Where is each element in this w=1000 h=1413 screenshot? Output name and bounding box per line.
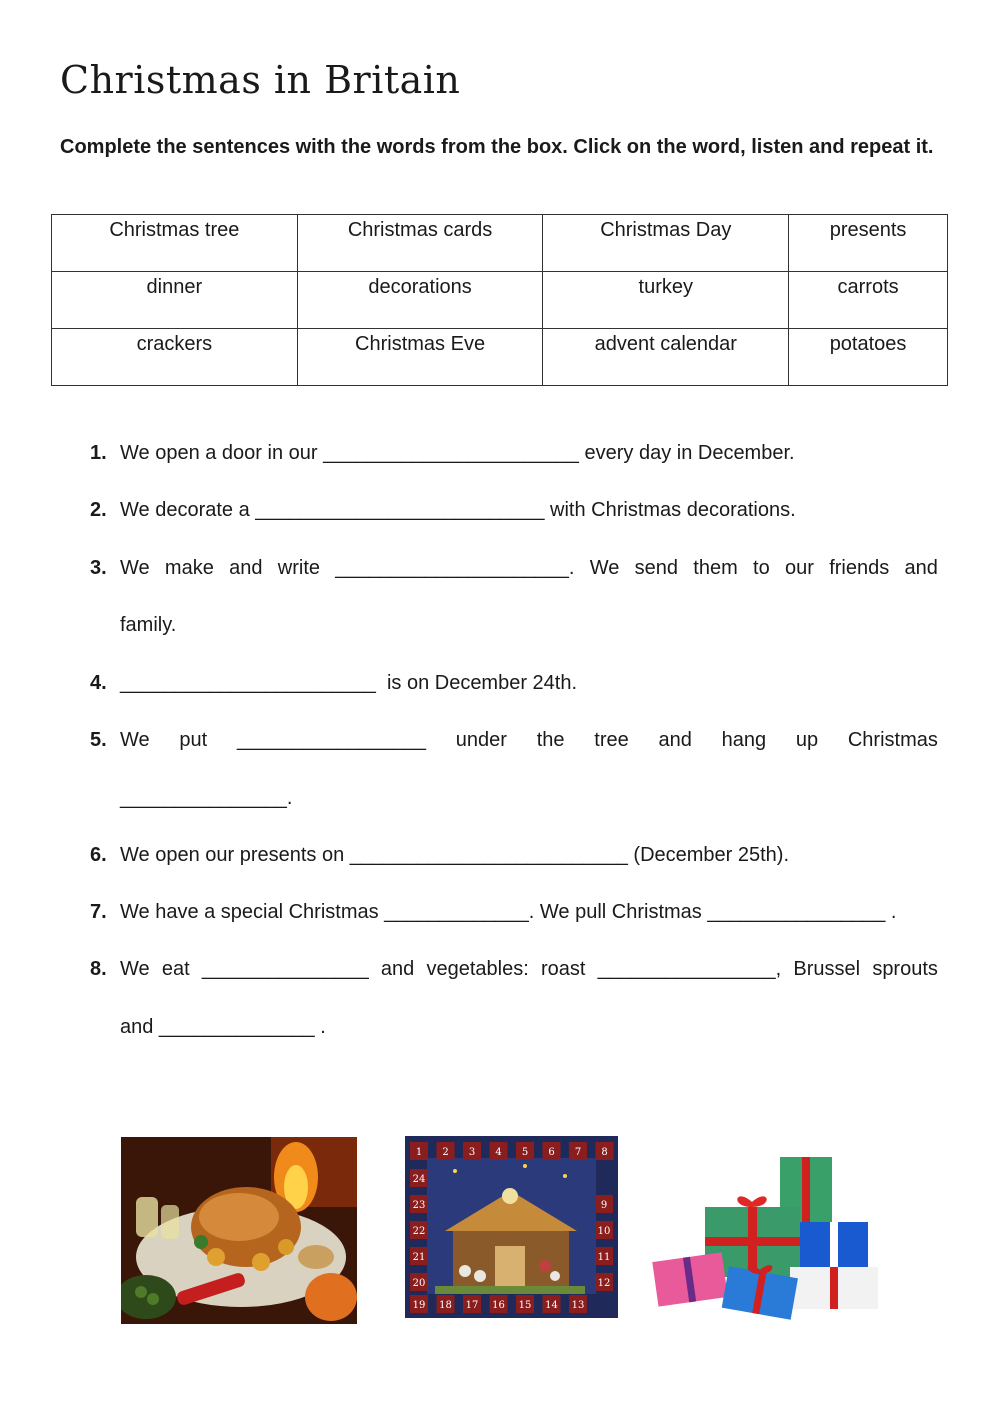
question-word: friends	[829, 557, 890, 579]
question-number: 3.	[90, 557, 107, 579]
instructions: Complete the sentences with the words from the box. Click on the word, listen and repeat it.	[60, 136, 934, 158]
word-box	[51, 214, 948, 386]
calendar-door-number: 17	[465, 1300, 479, 1311]
calendar-door-number: 8	[601, 1147, 608, 1158]
question-text	[120, 958, 938, 981]
question-word: eat	[161, 958, 190, 980]
word-cell[interactable]: dinner	[52, 272, 298, 329]
calendar-door-number: 22	[412, 1226, 426, 1237]
question-word: to	[753, 557, 770, 579]
word-cell[interactable]: Christmas tree	[52, 215, 298, 272]
calendar-door-number: 13	[571, 1300, 585, 1311]
question-2	[90, 499, 938, 529]
word-cell[interactable]: carrots	[789, 272, 948, 329]
page-title: Christmas in Britain	[60, 58, 461, 102]
calendar-door-number: 6	[548, 1147, 555, 1158]
question-text: _______________.	[120, 787, 293, 809]
question-text: family.	[120, 614, 177, 636]
question-word: them	[693, 557, 738, 579]
question-text: We open a door in our _______________________ every day in December.	[120, 442, 795, 464]
question-word: put	[179, 729, 208, 751]
calendar-door-number: 2	[442, 1147, 449, 1158]
question-word: We	[120, 729, 150, 751]
question-word: and	[229, 557, 263, 579]
calendar-door-number: 10	[597, 1226, 611, 1237]
question-word: up	[795, 729, 819, 751]
question-word: We	[120, 958, 150, 980]
word-cell[interactable]: turkey	[543, 272, 789, 329]
question-word: and	[658, 729, 692, 751]
question-text: _______________________ is on December 24th.	[120, 672, 578, 694]
question-number: 8.	[90, 958, 107, 980]
calendar-door-number: 21	[412, 1252, 426, 1263]
question-word: make	[164, 557, 214, 579]
question-text: We open our presents on _________________________ (December 25th).	[120, 844, 790, 866]
christmas-dinner-photo	[121, 1137, 357, 1324]
question-word: Brussel	[793, 958, 861, 980]
advent-calendar-photo	[405, 1136, 618, 1318]
question-text	[120, 557, 938, 580]
calendar-door-number: 9	[600, 1200, 608, 1211]
calendar-door-number: 1	[415, 1147, 423, 1158]
question-text	[120, 729, 938, 752]
question-8	[90, 958, 938, 1048]
word-cell[interactable]: potatoes	[789, 329, 948, 386]
calendar-door-number: 23	[412, 1200, 426, 1211]
question-word: write	[277, 557, 320, 579]
question-text: We decorate a __________________________ with Christmas decorations.	[120, 499, 796, 521]
question-word: and	[380, 958, 415, 980]
calendar-door-number: 11	[597, 1252, 611, 1263]
presents-photo	[650, 1152, 882, 1322]
question-number: 4.	[90, 672, 107, 694]
calendar-door-number: 15	[518, 1300, 532, 1311]
question-word: ________________,	[597, 958, 782, 980]
question-word: and	[904, 557, 938, 579]
question-1	[90, 442, 938, 472]
word-cell[interactable]: presents	[789, 215, 948, 272]
question-word: under	[455, 729, 507, 751]
question-4	[90, 672, 938, 702]
calendar-door-number: 7	[574, 1147, 582, 1158]
question-word: vegetables:	[426, 958, 529, 980]
calendar-door-number: 4	[495, 1147, 502, 1158]
word-box-row	[52, 272, 948, 329]
question-word: the	[536, 729, 565, 751]
word-cell[interactable]: Christmas Day	[543, 215, 789, 272]
question-3	[90, 557, 938, 647]
question-word: We	[120, 557, 150, 579]
calendar-door-number: 5	[521, 1147, 529, 1158]
word-cell[interactable]: advent calendar	[543, 329, 789, 386]
question-word: send	[634, 557, 678, 579]
question-word: _____________________.	[335, 557, 575, 579]
question-6	[90, 844, 938, 874]
word-cell[interactable]: Christmas Eve	[297, 329, 543, 386]
question-word: our	[785, 557, 814, 579]
question-number: 2.	[90, 499, 107, 521]
question-number: 5.	[90, 729, 107, 751]
question-word: We	[589, 557, 620, 579]
word-box-row	[52, 215, 948, 272]
question-word: hang	[721, 729, 767, 751]
calendar-door-number: 20	[412, 1278, 426, 1289]
question-number: 1.	[90, 442, 107, 464]
word-cell[interactable]: Christmas cards	[297, 215, 543, 272]
calendar-door-number: 24	[412, 1174, 426, 1185]
calendar-door-number: 16	[492, 1300, 505, 1311]
calendar-door-number: 18	[439, 1300, 452, 1311]
question-word: tree	[594, 729, 629, 751]
question-word: _________________	[236, 729, 427, 751]
calendar-door-number: 3	[468, 1147, 476, 1158]
word-cell[interactable]: crackers	[52, 329, 298, 386]
word-cell[interactable]: decorations	[297, 272, 543, 329]
word-box-row	[52, 329, 948, 386]
calendar-door-number: 19	[412, 1300, 426, 1311]
calendar-door-number: 14	[545, 1300, 558, 1311]
question-number: 6.	[90, 844, 107, 866]
question-5	[90, 729, 938, 819]
calendar-door-number: 12	[597, 1278, 611, 1289]
question-word: Christmas	[847, 729, 938, 751]
question-text: We have a special Christmas _____________. We pull Christmas ________________ .	[120, 901, 897, 923]
question-7	[90, 901, 938, 931]
question-number: 7.	[90, 901, 107, 923]
question-word: roast	[541, 958, 586, 980]
question-word: sprouts	[872, 958, 938, 980]
question-word: _______________	[201, 958, 369, 980]
question-text: and ______________ .	[120, 1016, 326, 1038]
